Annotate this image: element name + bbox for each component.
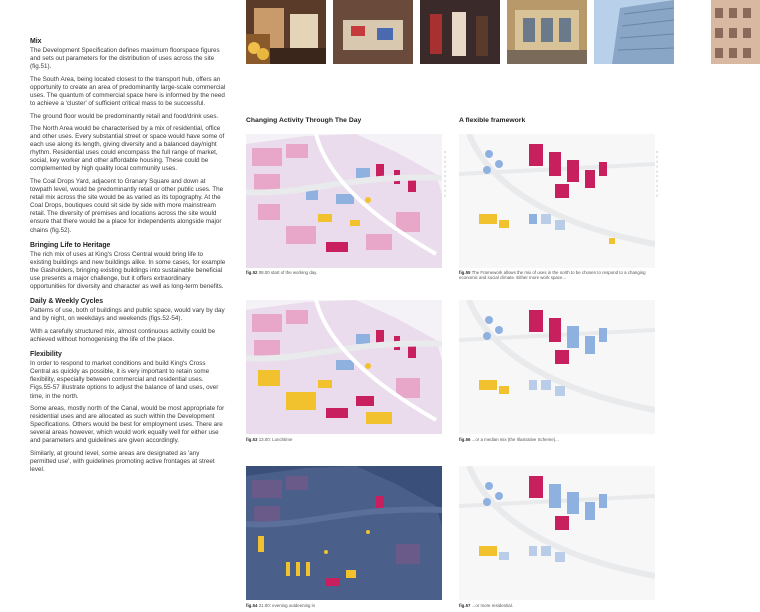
map-credit-vertical: © © © © © © © © © ©: [655, 150, 659, 198]
caption-text: The Framework allows the mix of uses in the north to be chosen to respond to a changing economic and social climate. Either more work space...: [459, 270, 646, 281]
paragraph: Patterns of use, both of buildings and public space, would vary by day and by night, on weekdays and weekends (figs.52-54).: [30, 307, 225, 323]
map-lunchtime: [246, 300, 442, 434]
paragraph: The rich mix of uses at King's Cross Central would bring life to existing buildings and new buildings alike. In some cases, for example the Gasholders, bringing existing buildings into sustainable beneficial use presents a major challenge, but it offers extraordinary opportunities for diversity and character as well as long-term benefits.: [30, 250, 226, 291]
photo-cheese: [246, 34, 270, 64]
section-heading: Daily & Weekly Cycles: [30, 298, 104, 306]
photo-market-hall: [507, 0, 587, 64]
paragraph: In order to respond to market conditions and build King's Cross Central as quickly as possible, it is very important to retain some flexibility, especially between commercial and residential uses. Figs.55-57 illustrate options to adjust the balance of land uses, over time, in the north.: [30, 360, 219, 400]
caption-label: fig.55: [459, 270, 471, 275]
section-heading: Bringing Life to Heritage: [30, 241, 111, 249]
caption-fig55: [459, 270, 659, 281]
paragraph: The North Area would be characterised by a mix of residential, office and other uses. Every substantial street or space would have some of each use along its length, giving diversity and a balanced day/night rhythm. Residential uses could encompass the full range of market, social, key worker and other affordable housing. These could be complemented by high quality local community uses.: [30, 125, 225, 173]
section-flexibility: [30, 351, 226, 474]
paragraph: Some areas, mostly north of the Canal, would be most appropriate for residential uses and are allocated as such within the Development Specifications. Others would be best for employment uses. There are several areas however, which would work equally well for either use and parameters and guidelines are given accordingly.: [30, 405, 225, 445]
paragraph: The ground floor would be predominantly retail and food/drink uses.: [30, 112, 219, 120]
caption-fig53: [246, 437, 446, 442]
column-title-framework: A flexible framework: [459, 117, 526, 124]
map-more-residential: [459, 466, 655, 600]
section-cycles: [30, 298, 226, 344]
map-more-workspace: [459, 134, 655, 268]
caption-label: fig.52: [246, 270, 258, 275]
caption-fig54: [246, 603, 446, 608]
map-evening: [246, 466, 442, 600]
caption-text: ...or more residential.: [471, 603, 513, 608]
caption-fig57: [459, 603, 659, 608]
caption-fig52: [246, 270, 446, 275]
photo-building-facade: [711, 0, 760, 64]
caption-label: fig.54: [246, 603, 258, 608]
paragraph: Similarly, at ground level, some areas are designated as 'any permitted use', with guidelines promoting active frontages at street level.: [30, 449, 215, 474]
paragraph: The Coal Drops Yard, adjacent to Granary Square and down at towpath level, would be predominantly retail or other public uses. The retail mix across the site would be as varied as its topography. At the Coal Drops, boutiques could sit side by side with more mainstream retail. The diversity of premises and locations across the site would ensure that there would be a place for independents alongside major chains (fig.52).: [30, 177, 224, 234]
paragraph: With a carefully structured mix, almost continuous activity could be achieved without homogenising the life of the place.: [30, 327, 216, 343]
caption-text: 08.00 start of the working day.: [258, 270, 318, 275]
map-median-mix: [459, 300, 655, 434]
column-title-activity: Changing Activity Through The Day: [246, 117, 362, 124]
map-credit-vertical: © © © © © © © © © ©: [443, 150, 447, 198]
section-mix: [30, 38, 226, 235]
caption-label: fig.57: [459, 603, 471, 608]
body-text-column: [30, 38, 226, 481]
photo-musicians: [420, 0, 500, 64]
caption-text: 21.00: evening outdeening in: [258, 603, 316, 608]
photo-tower: [594, 0, 674, 64]
section-heading: Flexibility: [30, 351, 62, 359]
caption-label: fig.53: [246, 437, 258, 442]
photo-gathering: [333, 0, 413, 64]
caption-text: 13.00: Lunchtime: [258, 437, 293, 442]
caption-fig56: [459, 437, 659, 442]
paragraph: The Development Specification defines maximum floorspace figures and sets out parameters for the distribution of uses across the site (fig.51).: [30, 47, 220, 71]
section-heading: Mix: [30, 38, 42, 45]
caption-text: ...or a median mix (the Illustrative Scheme)...: [471, 437, 559, 442]
paragraph: The South Area, being located closest to the transport hub, offers an opportunity to create an area of predominantly large-scale commercial uses. The quantum of commercial space here is informed by the need to achieve a 'cluster' of sufficient critical mass to be successful.: [30, 75, 226, 108]
map-morning: [246, 134, 442, 268]
section-heritage: [30, 242, 226, 292]
caption-label: fig.56: [459, 437, 471, 442]
